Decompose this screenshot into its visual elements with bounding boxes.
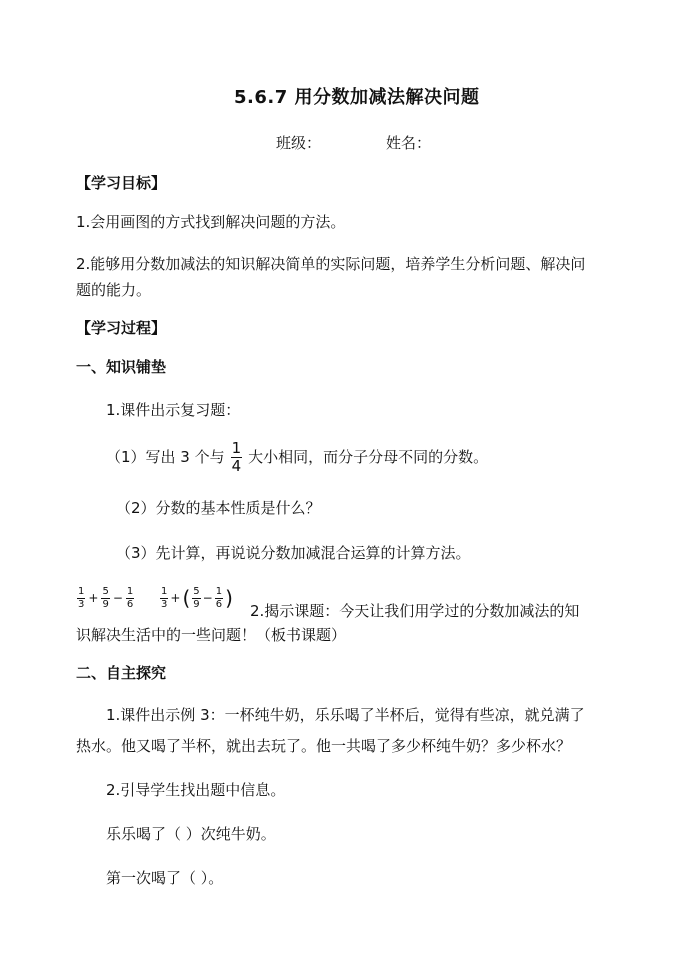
fraction-denominator: 3 (78, 598, 85, 610)
fraction-denominator: 6 (215, 598, 223, 610)
section2-paragraph-2: 2.引导学生找出题中信息。 (106, 781, 286, 799)
section2-heading: 二、自主探究 (76, 664, 167, 682)
fraction-denominator: 4 (231, 456, 242, 475)
expression-1 (77, 582, 134, 614)
section1-heading: 一、知识铺垫 (76, 358, 167, 376)
section1-paragraph-2-line-2: 识解决生活中的一些问题！（板书课题） (76, 626, 347, 644)
expr1-frac-a (77, 587, 85, 610)
expr2-frac-a (160, 587, 168, 610)
section2-paragraph-1-line-1: 1.课件出示例 3：一杯纯牛奶，乐乐喝了半杯后，觉得有些凉，就兑满了 (106, 706, 585, 724)
fraction-denominator: 3 (161, 598, 168, 610)
expr1-frac-c (126, 587, 134, 610)
fraction-denominator: 9 (102, 598, 109, 610)
section1-paragraph-2-line-1: 2.揭示课题：今天让我们用学过的分数加减法的知 (250, 602, 580, 620)
section1-paragraph-1: 1.课件出示复习题： (106, 401, 241, 419)
fraction-numerator: 5 (102, 585, 109, 597)
fraction-numerator: 1 (78, 585, 85, 597)
name-label: 姓名： (386, 134, 432, 152)
goal-item-2-line-2: 题的能力。 (76, 281, 152, 299)
page-title: 5.6.7 用分数加减法解决问题 (234, 87, 480, 108)
fraction-numerator: 5 (193, 585, 200, 597)
fraction-numerator: 1 (215, 585, 223, 597)
expr2-left-paren: ( (182, 586, 191, 610)
question-1-before: （1）写出 3 个与 (106, 448, 225, 466)
process-heading: 【学习过程】 (76, 319, 167, 337)
fill-blank-2: 第一次喝了（ ）。 (106, 869, 224, 887)
expr1-frac-b (101, 587, 109, 610)
expr2-frac-c (215, 587, 223, 610)
class-label: 班级： (276, 134, 322, 152)
expr1-op-1: + (88, 591, 99, 605)
question-1 (106, 437, 488, 477)
expr2-right-paren: ) (225, 586, 233, 610)
fraction-denominator: 9 (193, 598, 200, 610)
section2-paragraph-1-line-2: 热水。他又喝了半杯，就出去玩了。他一共喝了多少杯纯牛奶？多少杯水？ (76, 737, 572, 755)
fraction-numerator: 1 (231, 438, 242, 457)
fraction-denominator: 6 (126, 598, 134, 610)
goals-heading: 【学习目标】 (76, 174, 167, 192)
fraction-numerator: 1 (161, 585, 168, 597)
goal-item-1: 1.会用画图的方式找到解决问题的方法。 (76, 213, 346, 231)
fill-blank-1: 乐乐喝了（ ）次纯牛奶。 (106, 825, 276, 843)
goal-item-2-line-1: 2.能够用分数加减法的知识解决简单的实际问题，培养学生分析问题、解决问 (76, 255, 586, 273)
question-2: （2）分数的基本性质是什么？ (116, 499, 321, 517)
question-1-after: 大小相同，而分子分母不同的分数。 (248, 448, 489, 466)
question-3: （3）先计算，再说说分数加减混合运算的计算方法。 (116, 544, 471, 562)
expr1-op-2: − (112, 591, 123, 605)
fraction-numerator: 1 (126, 585, 134, 597)
expr2-op-1: + (170, 591, 181, 605)
expr2-frac-b (192, 587, 200, 610)
expr2-op-2: − (202, 591, 213, 605)
expression-2 (160, 582, 233, 614)
fraction-one-quarter (231, 438, 243, 475)
